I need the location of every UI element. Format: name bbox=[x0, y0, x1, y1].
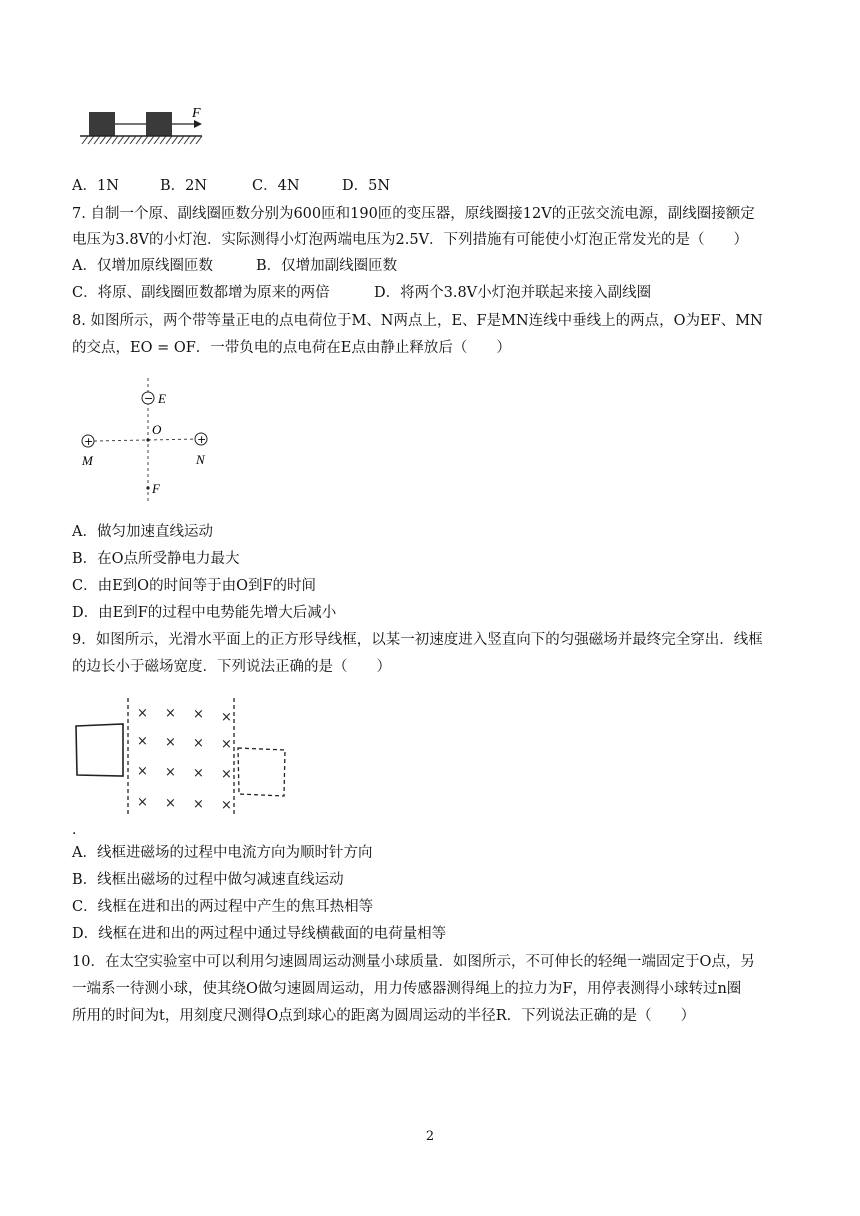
q8-option-a: A．做匀加速直线运动 bbox=[72, 524, 213, 540]
q6-option-c: C．4N bbox=[252, 178, 300, 194]
q9-option-d: D．线框在进和出的两过程中通过导线横截面的电荷量相等 bbox=[72, 926, 447, 942]
svg-text:×: × bbox=[137, 706, 148, 721]
point-o-dot bbox=[146, 438, 149, 441]
q8-option-b: B．在O点所受静电力最大 bbox=[72, 551, 240, 567]
charge-n-sign: + bbox=[197, 433, 207, 446]
block-right bbox=[146, 112, 172, 136]
point-f-label: F bbox=[152, 481, 160, 496]
q9-option-a: A．线框进磁场的过程中电流方向为顺时针方向 bbox=[72, 845, 373, 861]
q9-stem-line-2: 的边长小于磁场宽度．下列说法正确的是（ ） bbox=[72, 659, 391, 675]
q10-stem-line-1: 10．在太空实验室中可以利用匀速圆周运动测量小球质量．如图所示，不可伸长的轻绳一端固定于O点，另 bbox=[72, 954, 755, 970]
q7-options-cd bbox=[72, 283, 651, 303]
q7-stem-line-1: 7. 自制一个原、副线圈匝数分别为600匝和190匝的变压器，原线圈接12V的正弦交流电源，副线圈接额定 bbox=[72, 206, 755, 222]
point-f-dot bbox=[146, 486, 149, 489]
force-arrowhead bbox=[194, 120, 202, 128]
ground-hatching bbox=[82, 136, 202, 144]
square-frame-dashed bbox=[238, 748, 285, 796]
svg-text:×: × bbox=[221, 710, 232, 725]
force-label: F bbox=[192, 106, 201, 121]
charge-m-sign: + bbox=[84, 435, 94, 448]
q8-option-d: D．由E到F的过程中电势能先增大后减小 bbox=[72, 605, 337, 621]
q7-stem-line-2: 电压为3.8V的小灯泡．实际测得小灯泡两端电压为2.5V．下列措施有可能使小灯泡正常发光的是（ ） bbox=[72, 232, 749, 248]
field-crosses bbox=[137, 706, 232, 813]
q8-option-c: C．由E到O的时间等于由O到F的时间 bbox=[72, 578, 317, 594]
page-number: 2 bbox=[425, 1129, 435, 1144]
q10-stem-line-3: 所用的时间为t，用刻度尺测得O点到球心的距离为圆周运动的半径R．下列说法正确的是（ ） bbox=[72, 1008, 696, 1024]
block-left bbox=[89, 112, 115, 136]
q9-magnetic-field-figure bbox=[72, 696, 302, 822]
q9-option-b: B．线框出磁场的过程中做匀减速直线运动 bbox=[72, 872, 344, 888]
point-n-label: N bbox=[196, 452, 205, 467]
svg-text:×: × bbox=[137, 764, 148, 779]
svg-text:×: × bbox=[193, 797, 204, 812]
svg-text:×: × bbox=[165, 735, 176, 750]
q6-options bbox=[72, 176, 390, 196]
q8-stem-line-2: 的交点，EO = OF．一带负电的点电荷在E点由静止释放后（ ） bbox=[72, 340, 511, 356]
q6-blocks-figure bbox=[76, 104, 216, 154]
q9-stem-line-1: 9．如图所示，光滑水平面上的正方形导线框，以某一初速度进入竖直向下的匀强磁场并最终完全穿出．线框 bbox=[72, 632, 763, 648]
q9-option-c: C．线框在进和出的两过程中产生的焦耳热相等 bbox=[72, 899, 374, 915]
svg-text:×: × bbox=[193, 766, 204, 781]
q7-option-a: A．仅增加原线圈匝数 bbox=[72, 258, 213, 274]
svg-text:×: × bbox=[165, 706, 176, 721]
q7-options-ab bbox=[72, 256, 397, 276]
svg-text:×: × bbox=[165, 796, 176, 811]
svg-text:×: × bbox=[221, 798, 232, 813]
point-e-label: E bbox=[158, 391, 166, 406]
svg-text:×: × bbox=[165, 765, 176, 780]
q8-stem-line-1: 8. 如图所示，两个带等量正电的点电荷位于M、N两点上，E、F是MN连线中垂线上的两点，O为EF、MN bbox=[72, 313, 763, 329]
q6-option-b: B．2N bbox=[160, 178, 208, 194]
svg-text:×: × bbox=[137, 795, 148, 810]
q6-option-a: A．1N bbox=[72, 178, 119, 194]
charge-e-sign: − bbox=[144, 392, 154, 405]
svg-text:×: × bbox=[221, 767, 232, 782]
svg-text:×: × bbox=[137, 734, 148, 749]
point-m-label: M bbox=[82, 453, 93, 468]
q8-charges-figure bbox=[74, 376, 224, 506]
svg-text:×: × bbox=[193, 736, 204, 751]
q7-option-d: D．将两个3.8V小灯泡并联起来接入副线圈 bbox=[374, 285, 652, 301]
q7-option-b: B．仅增加副线圈匝数 bbox=[256, 258, 398, 274]
q7-option-c: C．将原、副线圈匝数都增为原来的两倍 bbox=[72, 285, 330, 301]
svg-text:×: × bbox=[221, 737, 232, 752]
q10-stem-line-2: 一端系一待测小球，使其绕O做匀速圆周运动，用力传感器测得绳上的拉力为F，用停表测得小球转过n圈 bbox=[72, 981, 742, 997]
point-o-label: O bbox=[152, 422, 162, 437]
svg-text:×: × bbox=[193, 707, 204, 722]
q6-option-d: D．5N bbox=[342, 178, 391, 194]
q9-figure-dot: . bbox=[72, 822, 77, 838]
square-frame-solid bbox=[76, 724, 123, 776]
